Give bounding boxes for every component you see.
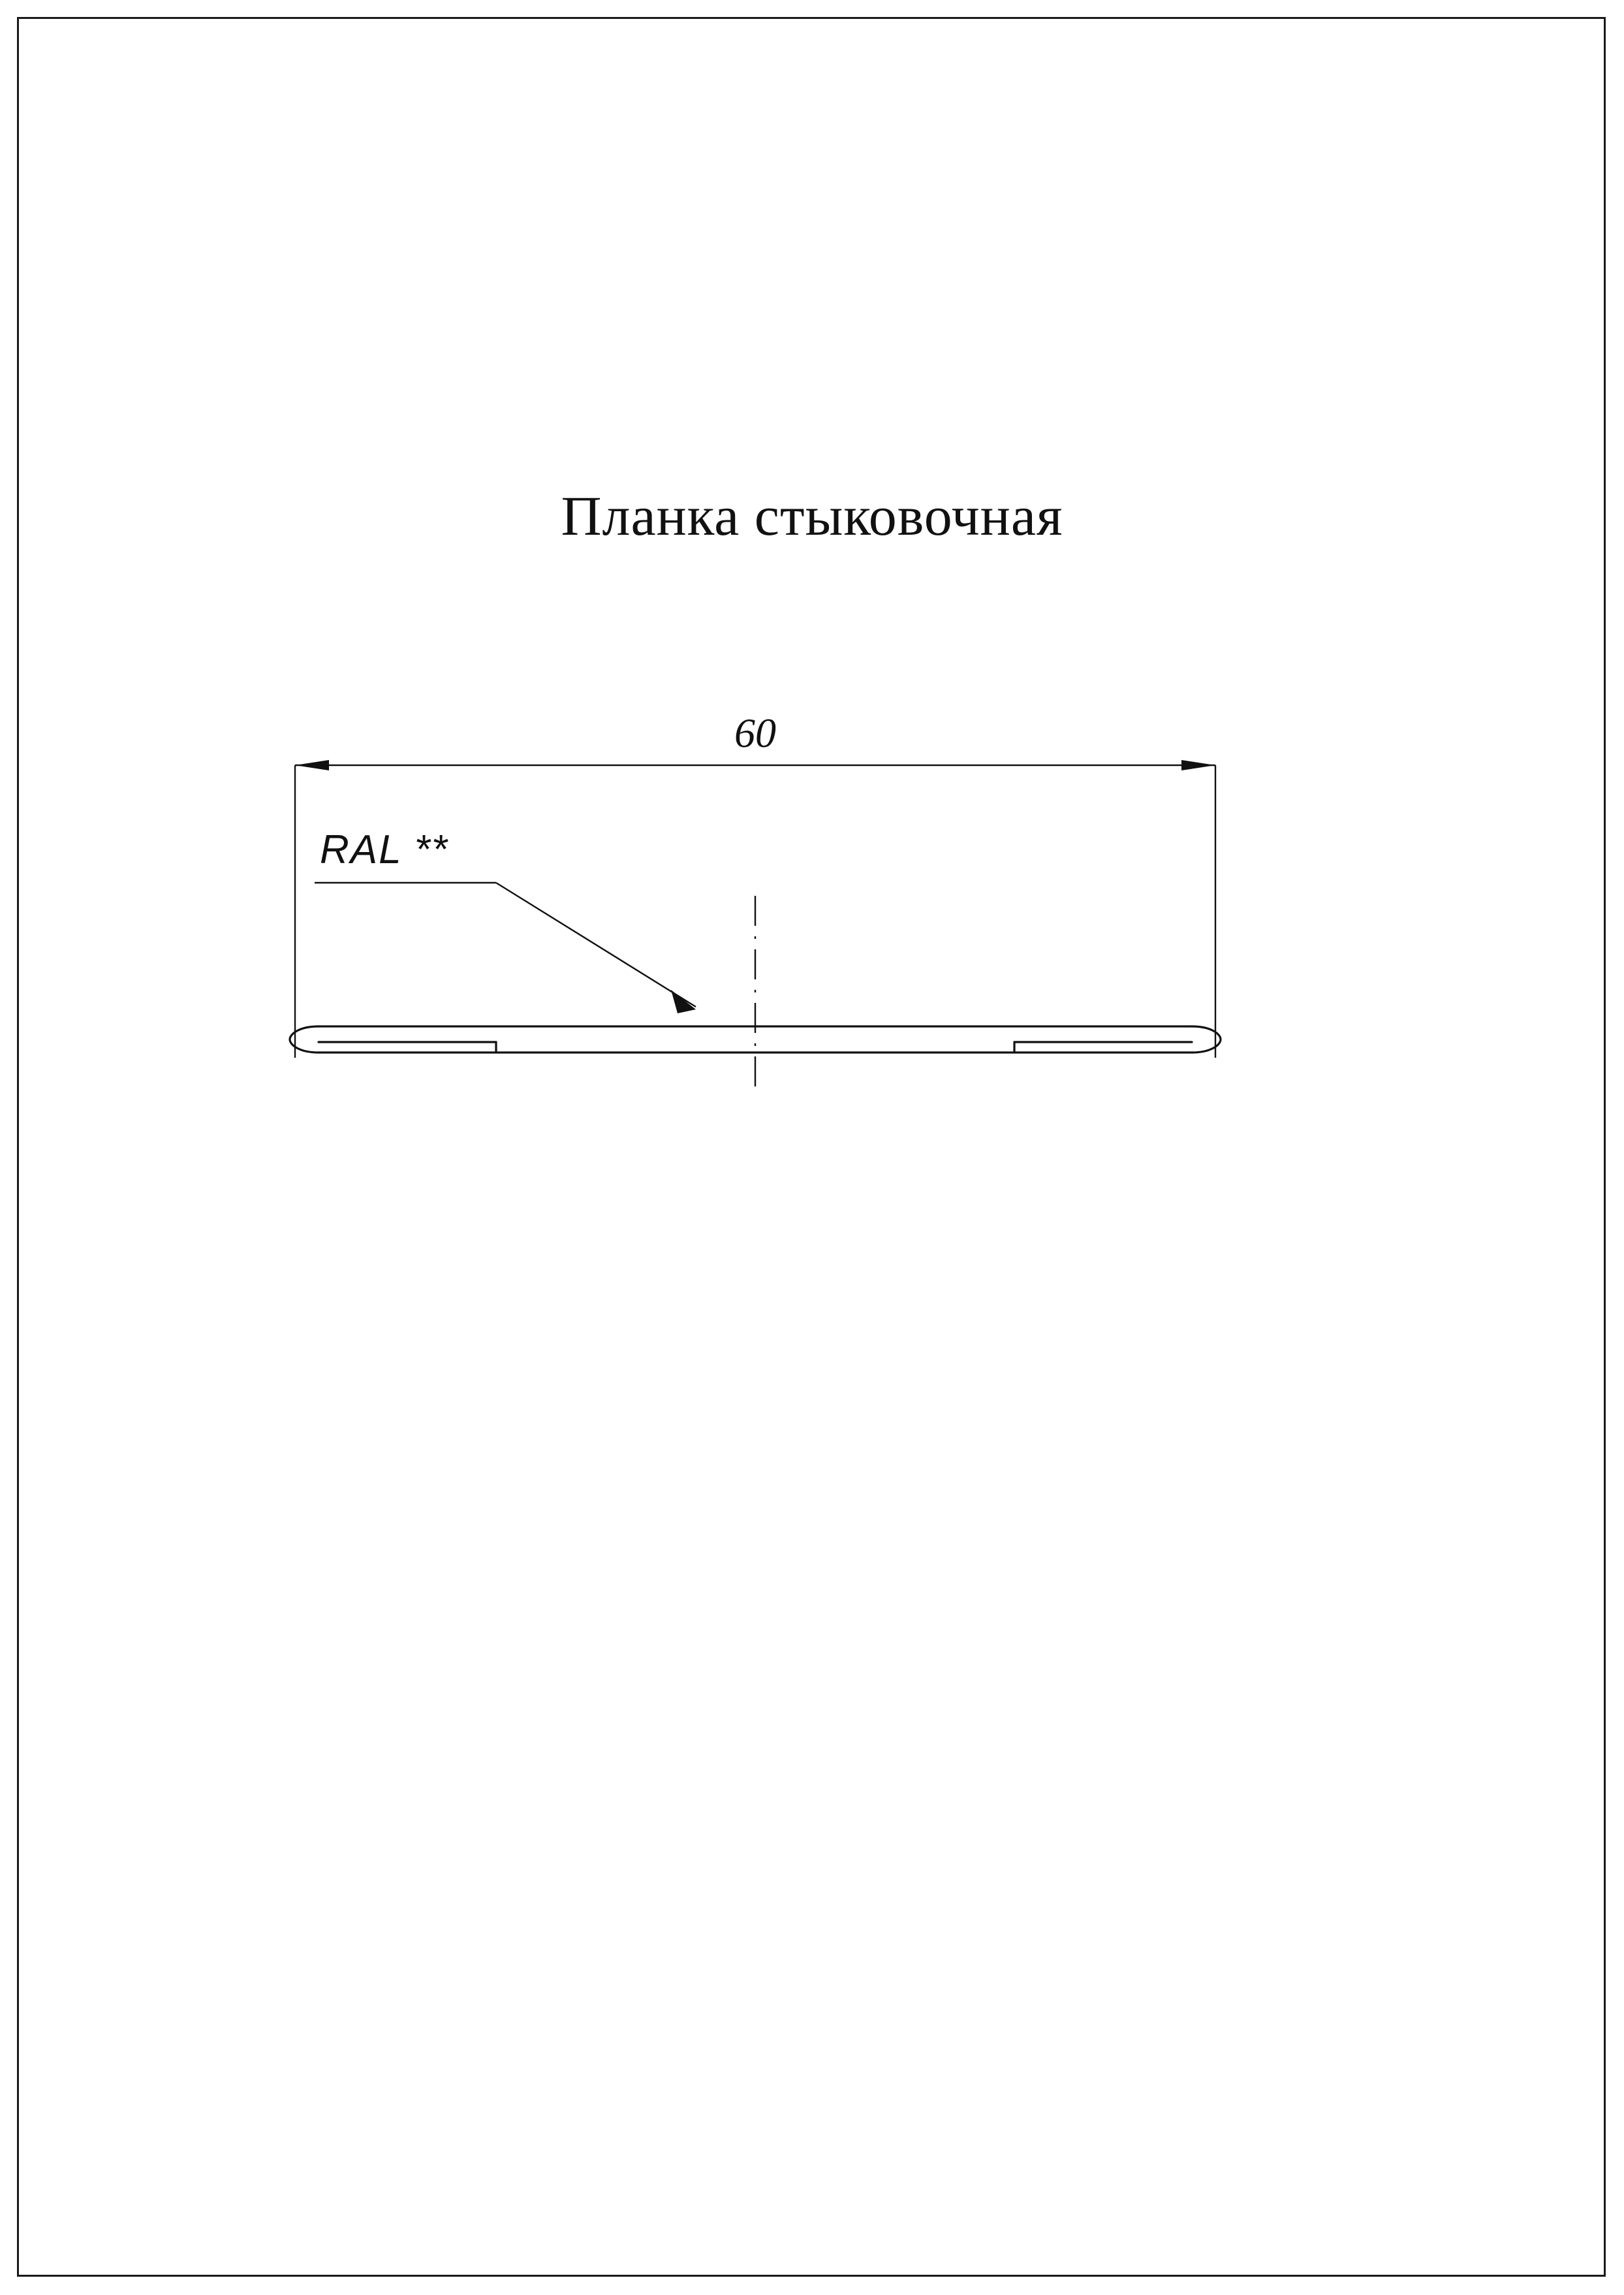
page-title: Планка стыковочная	[561, 484, 1063, 547]
coating-label: RAL **	[320, 827, 448, 872]
part-drawing-svg	[281, 692, 1338, 1214]
part-drawing	[281, 692, 1338, 1214]
coating-annotation	[315, 827, 696, 1013]
dimension-label-width: 60	[734, 710, 776, 756]
